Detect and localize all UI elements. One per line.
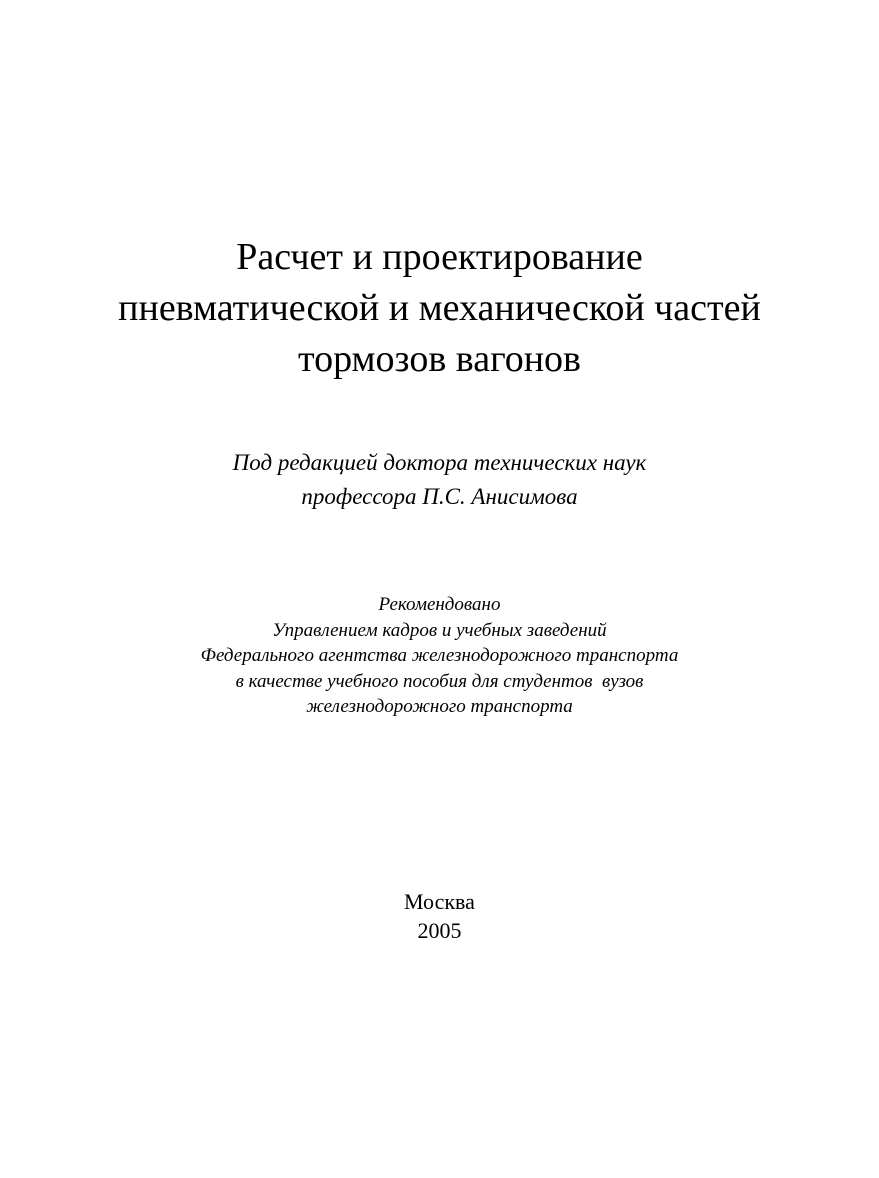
imprint-city: Москва xyxy=(404,889,475,914)
book-title-line-3: тормозов вагонов xyxy=(297,338,582,380)
editor-credit xyxy=(0,446,879,514)
book-title-line-2: пневматической и механической частей xyxy=(118,287,761,329)
recommendation-line-3: Федерального агентства железнодорожного транспорта xyxy=(200,645,679,666)
imprint-year: 2005 xyxy=(417,918,462,943)
editor-credit-line-2: профессора П.С. Анисимова xyxy=(301,484,578,509)
imprint xyxy=(0,887,879,945)
recommendation-line-1: Рекомендовано xyxy=(378,594,501,615)
book-title-line-1: Расчет и проектирование xyxy=(236,236,643,278)
recommendation-line-4: в качестве учебного пособия для студентов вузов xyxy=(235,670,644,692)
recommendation-note xyxy=(0,592,879,720)
recommendation-line-5: железнодорожного транспорта xyxy=(306,696,573,717)
editor-credit-line-1: Под редакцией доктора технических наук xyxy=(232,450,647,475)
book-title xyxy=(0,232,879,385)
recommendation-line-2: Управлением кадров и учебных заведений xyxy=(272,619,607,641)
